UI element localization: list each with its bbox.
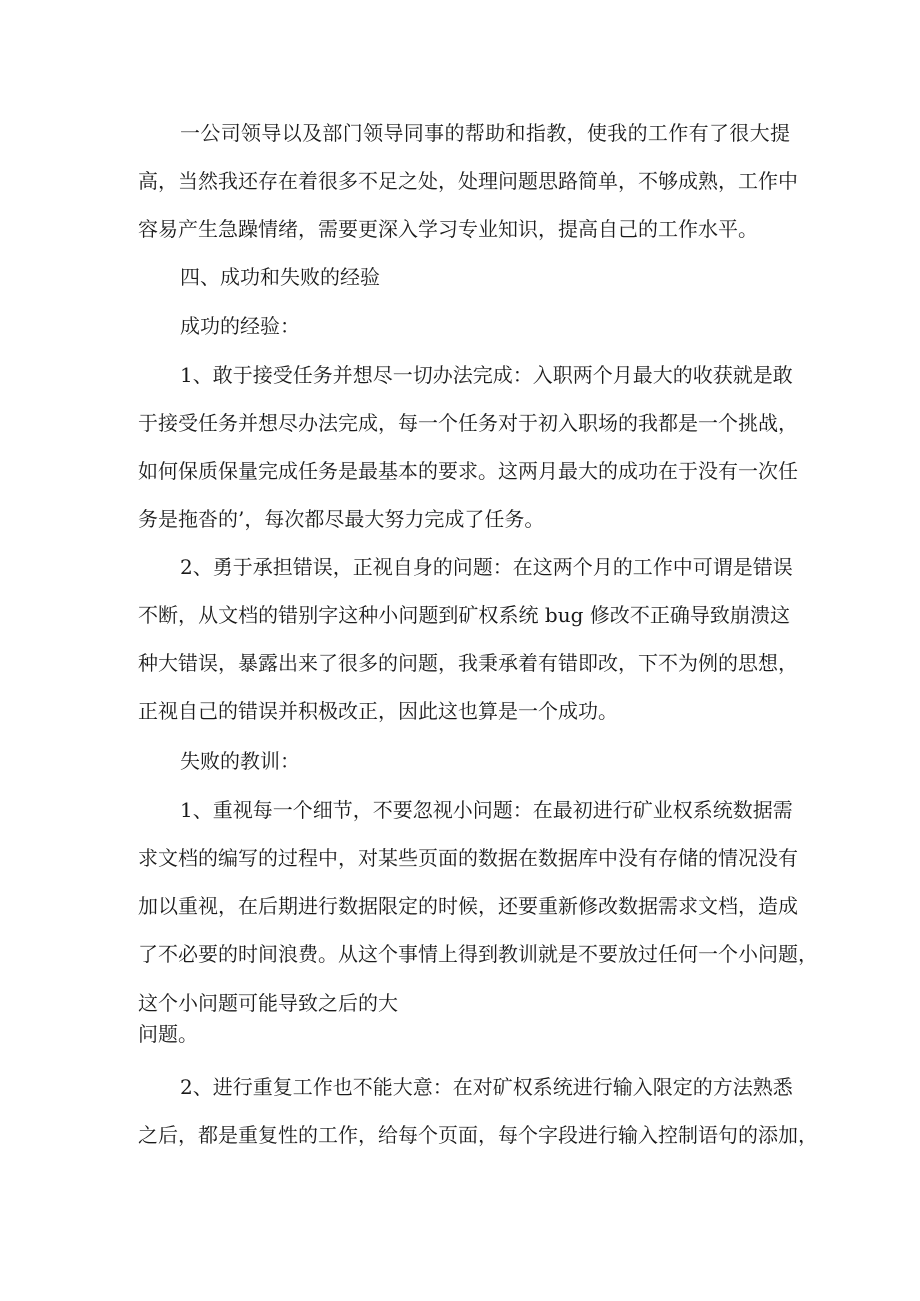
paragraph-line: 正视自己的错误并积极改正，因此这也算是一个成功。 [138, 699, 618, 723]
paragraph-line: 于接受任务并想尽办法完成，每一个任务对于初入职场的我都是一个挑战， [138, 411, 798, 435]
section-heading: 四、成功和失败的经验 [180, 265, 380, 289]
paragraph-line: 求文档的编写的过程中，对某些页面的数据在数据库中没有存储的情况没有 [138, 846, 798, 870]
paragraph-line: 如何保质保量完成任务是最基本的要求。这两月最大的成功在于没有一次任 [138, 459, 798, 483]
paragraph-line: 1、重视每一个细节，不要忽视小问题：在最初进行矿业权系统数据需 [180, 798, 793, 822]
paragraph-line: 这个小问题可能导致之后的大 [138, 991, 398, 1015]
paragraph-line: 问题。 [138, 1022, 198, 1046]
subheading: 成功的经验： [180, 314, 300, 338]
paragraph-line: 1、敢于接受任务并想尽一切办法完成：入职两个月最大的收获就是敢 [180, 363, 793, 387]
paragraph-line: 2、勇于承担错误，正视自身的问题：在这两个月的工作中可谓是错误 [180, 555, 793, 579]
paragraph-line: 不断，从文档的错别字这种小问题到矿权系统 bug 修改不正确导致崩溃这 [138, 603, 790, 627]
paragraph-line: 容易产生急躁情绪，需要更深入学习专业知识，提高自己的工作水平。 [138, 217, 758, 241]
paragraph-line: 高，当然我还存在着很多不足之处，处理问题思路简单，不够成熟，工作中 [138, 169, 798, 193]
paragraph-line: 务是拖沓的’，每次都尽最大努力完成了任务。 [138, 507, 545, 531]
subheading: 失败的教训： [180, 749, 300, 773]
paragraph-line: 加以重视，在后期进行数据限定的时候，还要重新修改数据需求文档，造成 [138, 894, 798, 918]
paragraph-line: 2、进行重复工作也不能大意：在对矿权系统进行输入限定的方法熟悉 [180, 1075, 793, 1099]
paragraph-line: 之后，都是重复性的工作，给每个页面，每个字段进行输入控制语句的添加， [138, 1123, 818, 1147]
paragraph-line: 种大错误，暴露出来了很多的问题，我秉承着有错即改，下不为例的思想， [138, 651, 798, 675]
paragraph-line: 了不必要的时间浪费。从这个事情上得到教训就是不要放过任何一个小问题， [138, 942, 818, 966]
paragraph-line: 一公司领导以及部门领导同事的帮助和指教，使我的工作有了很大提 [180, 121, 790, 145]
